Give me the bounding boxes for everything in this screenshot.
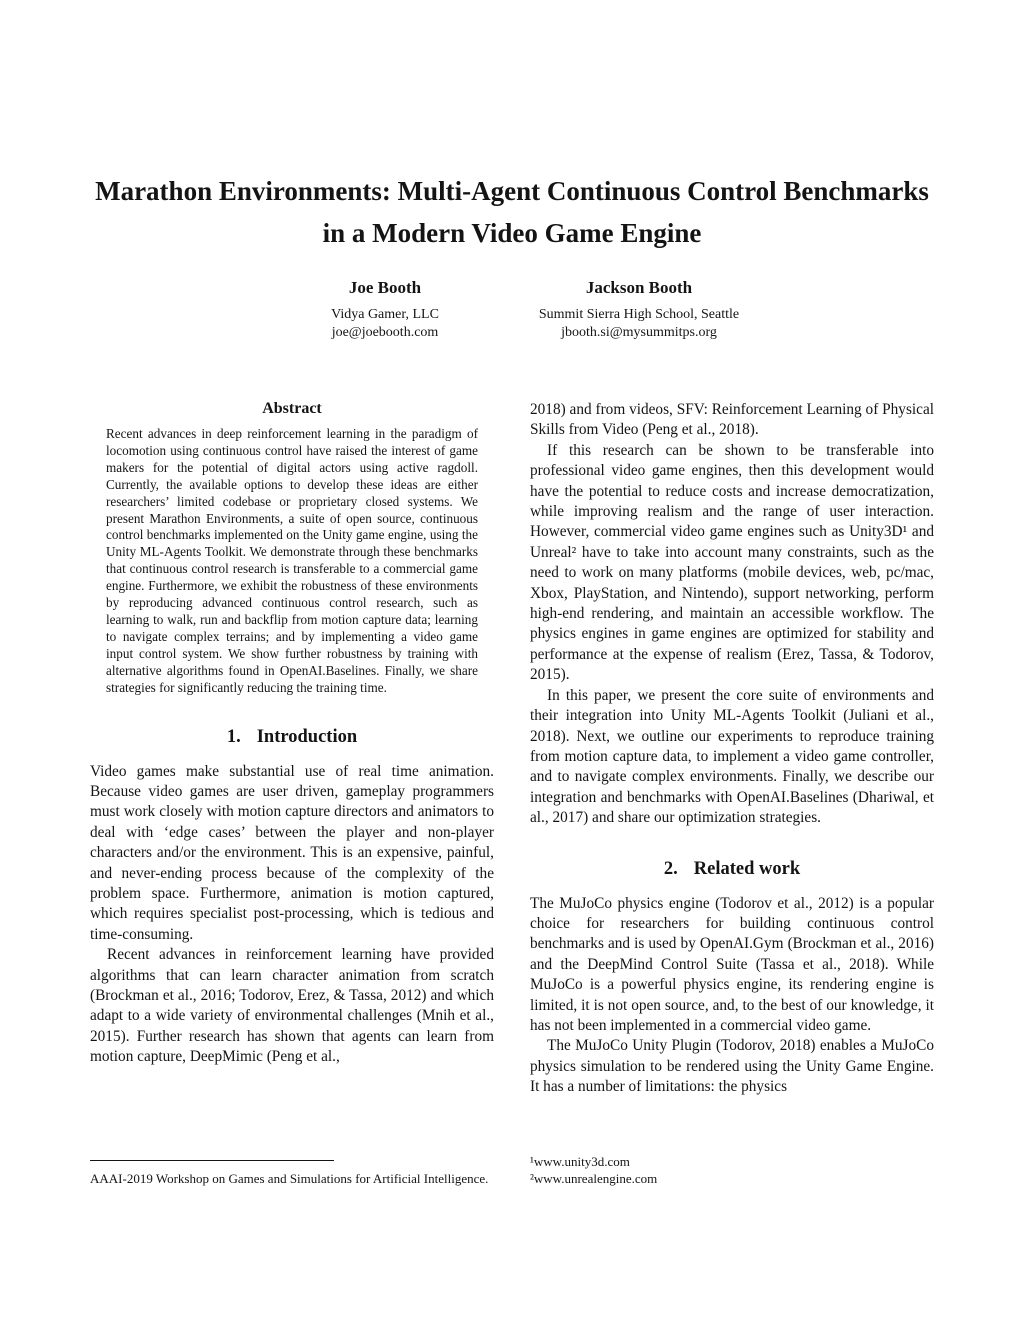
- workshop-footnote: AAAI-2019 Workshop on Games and Simulations for Artificial Intelligence.: [90, 1171, 489, 1186]
- author-email: jbooth.si@mysummitps.org: [561, 325, 717, 340]
- author-name: Joe Booth: [348, 278, 422, 297]
- authors-row: [0, 278, 1024, 342]
- title-block: [0, 170, 1024, 342]
- author-affiliation: Summit Sierra High School, Seattle: [538, 307, 740, 322]
- right-column: [530, 400, 934, 1325]
- section-number: 1.: [226, 726, 241, 747]
- paper-title-line-1: Marathon Environments: Multi-Agent Continuous Control Benchmarks: [95, 176, 929, 206]
- two-column-body: [90, 400, 935, 1325]
- transferability-paragraph: If this research can be shown to be transferable into professional video game engines, then this development would have the potential to reduce costs and increase democratization, while improving realism and the range of user interaction. However, commercial video game engines such as Unity3D¹ and Unreal² have to take into account many constraints, such as the need to work on many platforms (mobile devices, web, pc/mac, Xbox, PlayStation, and Nintendo), support networking, perform high-end rendering, and maintain an accessible workflow. The physics engines in game engines are optimized for stability and performance at the expense of realism (Erez, Tassa, & Todorov, 2015).: [530, 441, 934, 684]
- author-affiliation: Vidya Gamer, LLC: [331, 307, 439, 322]
- left-footnote-block: [90, 1160, 494, 1187]
- related-work-paragraph-2: The MuJoCo Unity Plugin (Todorov, 2018) enables a MuJoCo physics simulation to be rendered using the Unity Game Engine. It has a number of limitations: the physics: [530, 1037, 934, 1096]
- left-column: [90, 400, 494, 1325]
- intro-paragraph-2: Recent advances in reinforcement learning have provided algorithms that can learn character animation from scratch (Brockman et al., 2016; Todorov, Erez, & Tassa, 2012) and which adapt to a wide variety of environmental challenges (Mnih et al., 2015). Further research has shown that agents can learn from motion capture, DeepMimic (Peng et al.,: [90, 946, 494, 1066]
- abstract-text: Recent advances in deep reinforcement learning in the paradigm of locomotion using continuous control have raised the interest of game makers for the potential of digital actors using active ragdoll. Currently, the available options to develop these ideas are either researchers’ limited codebase or proprietary closed systems. We present Marathon Environments, a suite of open source, continuous control benchmarks implemented on the Unity game engine, using the Unity ML-Agents Toolkit. We demonstrate through these benchmarks that continuous control research is transferable to a commercial game engine. Furthermore, we exhibit the robustness of these environments by reproducing advanced continuous control research, such as learning to walk, run and backflip from motion capture data; learning to navigate complex terrains; and by implementing a video game input control system. We show further robustness by training with alternative algorithms found in OpenAI.Baselines. Finally, we share strategies for significantly reducing the training time.: [106, 426, 478, 695]
- footnote-rule: [90, 1160, 334, 1161]
- right-footnotes-block: [530, 1153, 934, 1187]
- intro-paragraph-1: Video games make substantial use of real time animation. Because video games are user driven, gameplay programmers must work closely with motion capture directors and animators to deal with ‘edge cases’ between the player and non-player characters and/or the environment. This is an expensive, painful, and never-ending process because of the complexity of the problem space. Furthermore, animation is motion captured, which requires specialist post-processing, which is tedious and time-consuming.: [90, 762, 494, 943]
- author-block-jackson-booth: [530, 278, 748, 342]
- footnote-unrealengine: ²www.unrealengine.com: [530, 1171, 658, 1186]
- continued-paragraph: 2018) and from videos, SFV: Reinforcement Learning of Physical Skills from Video (Peng et al., 2018).: [530, 401, 934, 439]
- section-title: Introduction: [256, 726, 358, 747]
- author-email: joe@joebooth.com: [331, 325, 439, 340]
- footnote-unity3d: ¹www.unity3d.com: [530, 1154, 630, 1169]
- this-paper-paragraph: In this paper, we present the core suite of environments and their integration into Unity ML-Agents Toolkit (Juliani et al., 2018). Next, we outline our experiments to reproduce training from motion capture data, to implement a video game controller, and to navigate complex environments. Finally, we describe our integration and benchmarks with OpenAI.Baselines (Dhariwal, et al., 2017) and share our optimization strategies.: [530, 686, 934, 827]
- section-heading-related-work: [530, 859, 934, 880]
- related-work-paragraph-1: The MuJoCo physics engine (Todorov et al., 2012) is a popular choice for researchers for building continuous control benchmarks and is used by OpenAI.Gym (Brockman et al., 2016) and the DeepMind Control Suite (Tassa et al., 2018). While MuJoCo is a powerful physics engine, its rendering engine is limited, it is not open source, and, to the best of our knowledge, it has not been implemented in a commercial video game.: [530, 894, 934, 1034]
- paper-title-line-2: in a Modern Video Game Engine: [322, 218, 702, 248]
- section-heading-introduction: [90, 727, 494, 748]
- section-title: Related work: [693, 858, 801, 879]
- author-block-joe-booth: [276, 278, 494, 342]
- section-number: 2.: [663, 858, 678, 879]
- paper-title: [60, 170, 964, 254]
- abstract-heading: Abstract: [262, 400, 322, 417]
- author-name: Jackson Booth: [585, 278, 693, 297]
